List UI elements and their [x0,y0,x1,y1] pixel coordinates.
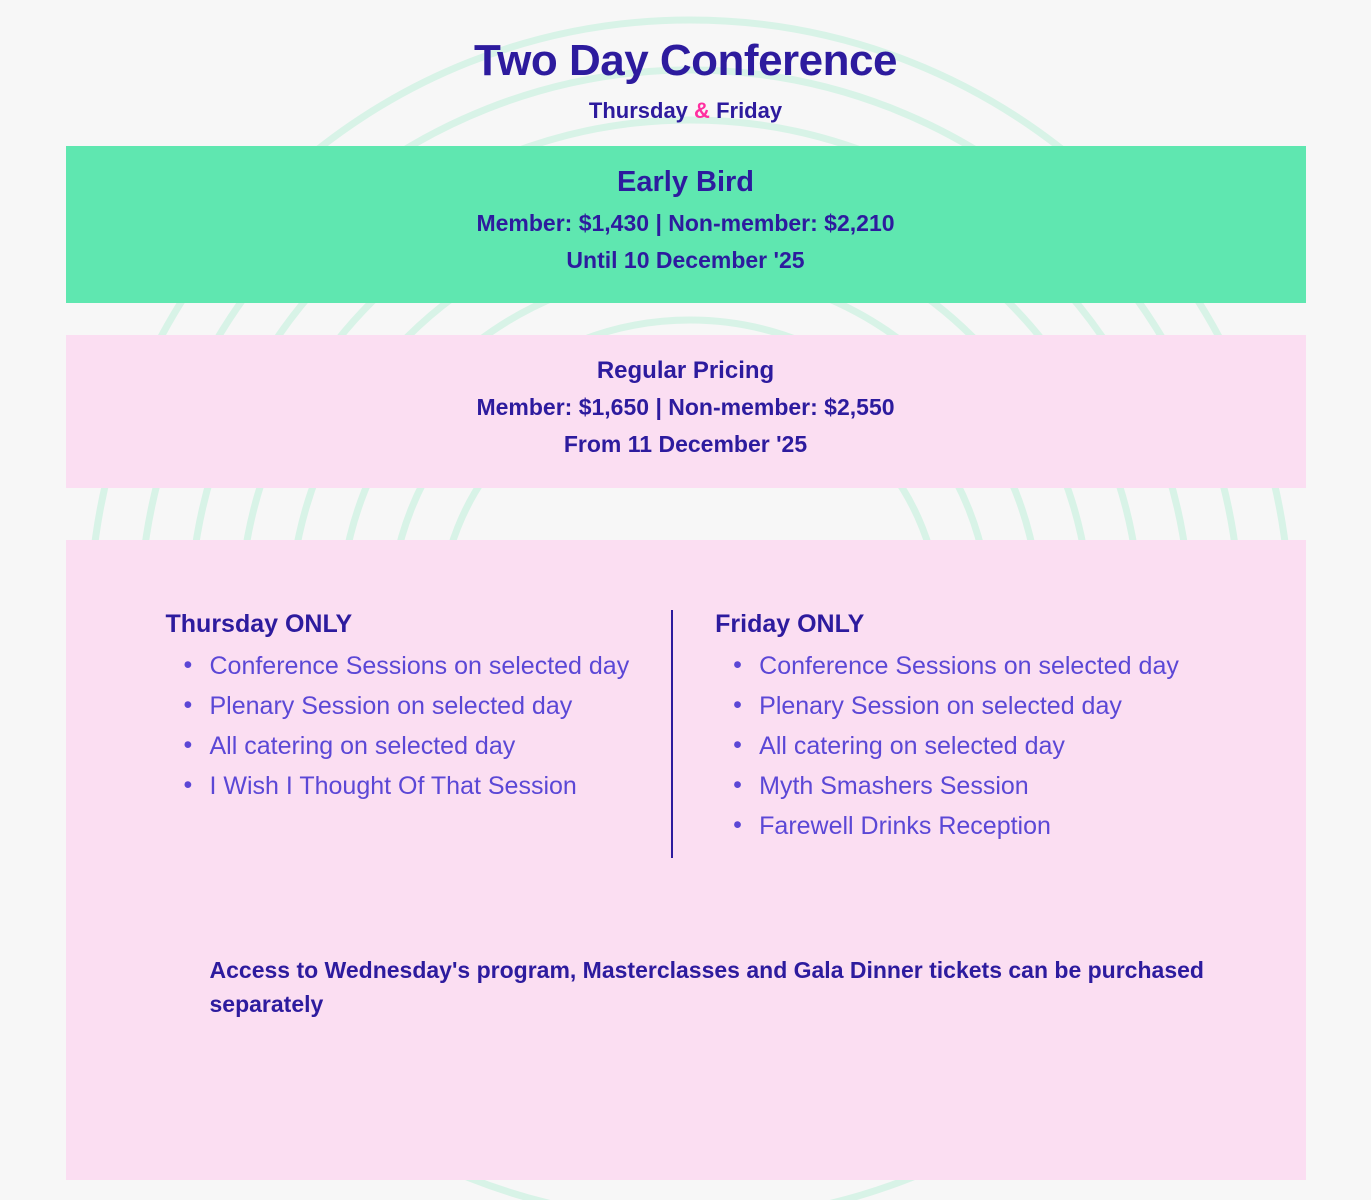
thursday-heading: Thursday ONLY [165,610,353,639]
friday-column [671,610,1255,858]
early-bird-pricing: Member: $1,430 | Non-member: $2,210 [476,210,895,237]
list-item: • Myth Smashers Session [715,767,1255,805]
list-item: • Conference Sessions on selected day [715,647,1255,685]
list-item: • I Wish I Thought Of That Session [166,767,662,805]
list-item: • Farewell Drinks Reception [715,807,1255,845]
inclusions-panel [66,540,1306,1180]
thursday-column [116,610,672,807]
list-item: • All catering on selected day [166,727,662,765]
subtitle-day-two: Friday [716,98,783,124]
early-bird-heading: Early Bird [617,166,754,199]
friday-inclusions-list [715,647,1255,845]
early-bird-validity: Until 10 December '25 [566,246,805,273]
page-title: Two Day Conference [474,36,897,85]
early-bird-pricing-band [66,146,1306,303]
page-subtitle [0,98,1371,124]
regular-pricing-validity: From 11 December '25 [563,430,808,457]
list-item: • All catering on selected day [715,727,1255,765]
subtitle-day-one: Thursday [588,98,688,124]
regular-pricing-band [66,335,1306,489]
additional-access-note: Access to Wednesday's program, Masterclasses and Gala Dinner tickets can be purchased separately [209,957,1204,1017]
friday-heading: Friday ONLY [715,610,865,639]
list-item: • Conference Sessions on selected day [166,647,662,685]
regular-pricing-heading: Regular Pricing [596,356,775,384]
inclusions-columns [116,610,1256,858]
list-item: • Plenary Session on selected day [166,687,662,725]
regular-pricing-amounts: Member: $1,650 | Non-member: $2,550 [476,393,895,420]
list-item: • Plenary Session on selected day [715,687,1255,725]
thursday-inclusions-list [166,647,662,805]
subtitle-ampersand: & [694,98,710,124]
